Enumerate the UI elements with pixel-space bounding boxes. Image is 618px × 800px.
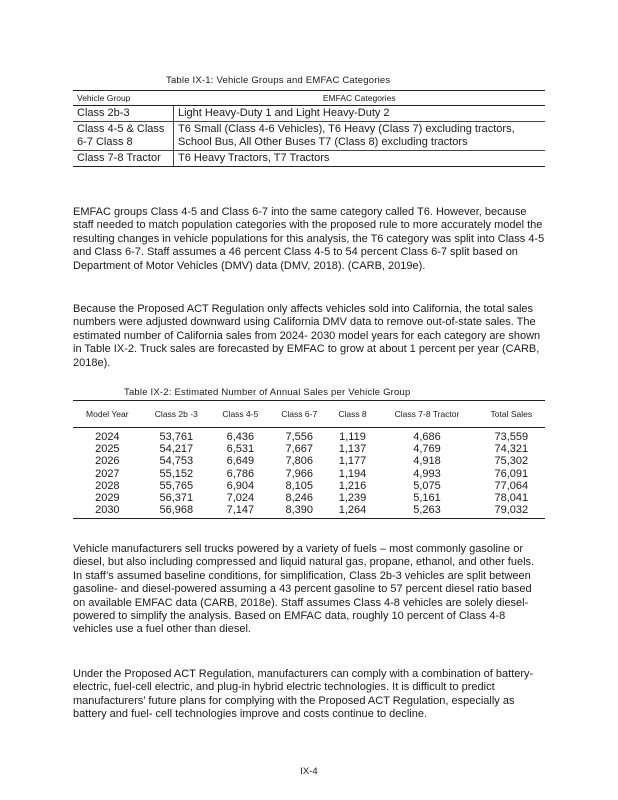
table-cell: 2029 [95, 492, 120, 505]
table1-caption: Table IX-1: Vehicle Groups and EMFAC Categories [166, 75, 391, 86]
table-cell: 56,968 [142, 504, 211, 519]
page-number: IX-4 [300, 766, 318, 777]
paragraph-t6-split: EMFAC groups Class 4-5 and Class 6-7 into the same category called T6. However, because staff needed to match population categories with the proposed rule to more accurately model the resulting changes in vehicle populations for this analysis, the T6 category was split into Class 4-5 and Class 6-7. Staff assumes a 46 percent Class 4-5 to 54 percent Class 6-7 split based on Department of Motor Vehicles (DMV) data (DMV, 2018). (CARB, 2019e). [73, 206, 545, 272]
table-cell: 2030 [73, 504, 142, 519]
table-row [73, 428, 545, 444]
table-cell: 54,753 [159, 455, 194, 468]
table-cell: 8,105 [285, 479, 313, 492]
table-row [73, 106, 545, 122]
header-class-4-5: Class 4-5 [211, 401, 270, 428]
header-class-2b-3: Class 2b -3 [142, 401, 211, 428]
table-cell: 2026 [95, 455, 120, 468]
table-cell: 7,806 [285, 455, 313, 468]
header-emfac-categories: EMFAC Categories [174, 91, 546, 106]
table-cell: 5,161 [413, 492, 441, 505]
table-cell: T6 Small (Class 4-6 Vehicles), T6 Heavy (Class 7) excluding tractors, School Bus, All Other Buses T7 (Class 8) excluding tractors [174, 122, 546, 151]
table-cell: 79,032 [478, 504, 545, 519]
table-cell: 5,075 [413, 479, 441, 492]
table-cell: 73,559 [494, 431, 529, 443]
table-cell: 1,177 [338, 455, 367, 468]
header-class-8: Class 8 [329, 401, 377, 428]
table-row [73, 122, 545, 151]
table-cell: 1,119 [339, 431, 366, 443]
table-cell: 7,556 [285, 431, 313, 443]
header-model-year: Model Year [73, 401, 142, 428]
table-cell: 74,321 [494, 443, 529, 456]
table-row [73, 504, 545, 519]
table-cell: Class 7-8 Tractor [73, 151, 174, 167]
table-cell: 4,769 [413, 443, 441, 456]
table-row [73, 492, 545, 504]
table-row [73, 468, 545, 480]
table-cell: 2024 [95, 431, 120, 443]
header-class-7-8-tractor: Class 7-8 Tractor [376, 401, 477, 428]
table-cell: 1,216 [338, 479, 367, 492]
header-class-6-7: Class 6-7 [270, 401, 329, 428]
table-cell: 5,263 [376, 504, 477, 519]
table-cell: 54,217 [159, 443, 194, 456]
table-cell: 76,091 [494, 467, 529, 480]
table-row [73, 480, 545, 492]
table-cell: 6,786 [226, 467, 255, 480]
table-cell: 6,436 [226, 431, 255, 443]
table-cell: 55,765 [159, 479, 194, 492]
table-cell: 53,761 [159, 431, 194, 443]
table-cell: 6,531 [226, 443, 255, 456]
table-cell: 4,686 [413, 431, 441, 443]
table-cell: 7,147 [211, 504, 270, 519]
table-cell: Class 4-5 & Class 6-7 Class 8 [73, 122, 174, 151]
table-cell: T6 Heavy Tractors, T7 Tractors [174, 151, 546, 167]
table-cell: 7,667 [285, 443, 313, 456]
table-cell: 2027 [95, 467, 120, 480]
header-vehicle-group: Vehicle Group [73, 91, 174, 106]
table-cell: 78,041 [494, 492, 529, 505]
vehicle-groups-table [73, 90, 545, 167]
table-cell: 55,152 [159, 467, 194, 480]
table-cell: 8,246 [285, 492, 313, 505]
table-cell: 6,649 [226, 455, 255, 468]
table-cell: 1,194 [338, 467, 367, 480]
paragraph-california-sales: Because the Proposed ACT Regulation only affects vehicles sold into California, the total sales numbers were adjusted downward using California DMV data to remove out-of-state sales. The estimated number of California sales from 2024- 2030 model years for each category are shown in Table IX-2. Truck sales are forecasted by EMFAC to grow at about 1 percent per year (CARB, 2018e). [73, 303, 541, 369]
table-row [73, 443, 545, 455]
table-cell: 8,390 [270, 504, 329, 519]
table-cell: Class 2b-3 [73, 106, 174, 122]
table-cell: 7,966 [285, 467, 313, 480]
table-row [73, 455, 545, 467]
table-cell: 77,064 [494, 479, 529, 492]
table-cell: 7,024 [226, 492, 255, 505]
table-cell: 75,302 [494, 455, 529, 468]
table-cell: 1,264 [329, 504, 377, 519]
table-cell: 4,918 [413, 455, 441, 468]
table-cell: 1,137 [338, 443, 367, 456]
table-row [73, 151, 545, 167]
table-cell: 2028 [95, 479, 120, 492]
table-cell: 6,904 [226, 479, 255, 492]
table-cell: 56,371 [159, 492, 194, 505]
table-cell: 2025 [95, 443, 120, 456]
paragraph-compliance-technologies: Under the Proposed ACT Regulation, manufacturers can comply with a combination of battery-electric, fuel-cell electric, and plug-in hybrid electric technologies. It is difficult to predict manufacturers’ future plans for complying with the Proposed ACT Regulation, especially as battery and fuel- cell technologies improve and costs continue to decline. [73, 668, 534, 721]
table-cell: 4,993 [413, 467, 441, 480]
paragraph-fuel-types: Vehicle manufacturers sell trucks powered by a variety of fuels – most commonly gasoline or diesel, but also including compressed and liquid natural gas, propane, ethanol, and other fuels. In staff’s assumed baseline conditions, for simplification, Class 2b-3 vehicles are split between gasoline- and diesel-powered assuming a 43 percent gasoline to 57 percent diesel ratio based on available EMFAC data (CARB, 2018e). Staff assumes Class 4-8 vehicles are solely diesel-powered to simplify the analysis. Based on EMFAC data, roughly 10 percent of Class 4-8 vehicles use a fuel other than diesel. [73, 543, 535, 636]
table-cell: 1,239 [338, 492, 367, 505]
header-total-sales: Total Sales [478, 401, 545, 428]
table2-caption: Table IX-2: Estimated Number of Annual Sales per Vehicle Group [124, 387, 411, 398]
table-cell: Light Heavy-Duty 1 and Light Heavy-Duty 2 [174, 106, 546, 122]
annual-sales-table [73, 400, 545, 519]
